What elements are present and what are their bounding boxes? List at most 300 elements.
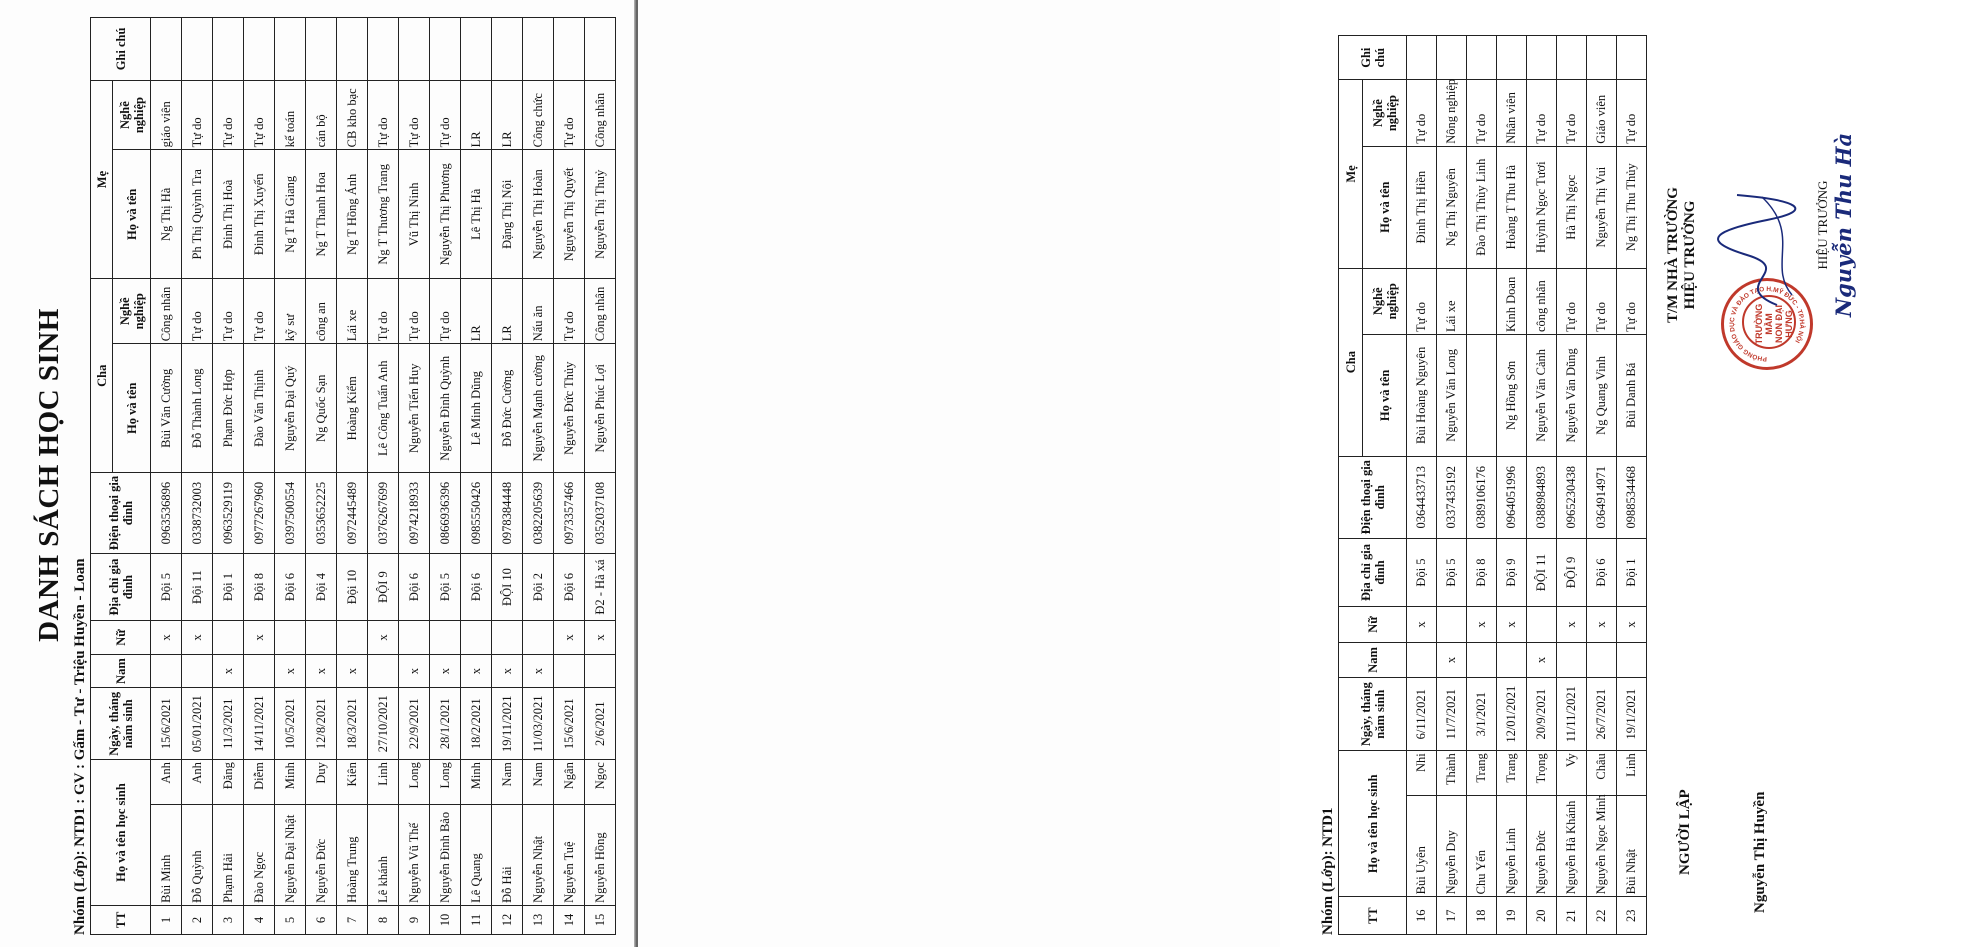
table-row: [1437, 36, 1467, 935]
cell-father: Nguyễn Văn Cảnh: [1527, 335, 1557, 457]
cell-note: [554, 18, 585, 81]
seal-center-text: TRƯỜNG MẦM NON ĐẠI HƯNG: [1754, 303, 1794, 345]
cell-given: Nhi: [1407, 751, 1437, 795]
cell-male: x: [337, 654, 368, 688]
cell-tt: 18: [1467, 897, 1497, 935]
cell-tt: 12: [492, 905, 523, 934]
cell-mother: Đào Thị Thùy Linh: [1467, 146, 1497, 268]
cell-fjob: Tự do: [1407, 268, 1437, 334]
cell-addr: Đội 9: [1497, 538, 1527, 607]
cell-mother: Đinh Thị Xuyến: [244, 150, 275, 279]
cell-mjob: Tự do: [182, 80, 213, 150]
cell-given: Anh: [182, 760, 213, 805]
cell-mjob: Tự do: [1407, 80, 1437, 146]
cell-father: Phạm Đức Hợp: [213, 344, 244, 473]
cell-fjob: LR: [492, 279, 523, 344]
header-address: Địa chỉ gia đình: [91, 553, 151, 620]
cell-tt: 5: [275, 905, 306, 934]
cell-addr: Đội 11: [182, 553, 213, 620]
table-row: [1587, 36, 1617, 935]
cell-mother: Ng Thị Hà: [151, 150, 182, 279]
cell-mother: Nguyễn Thị Vui: [1587, 146, 1617, 268]
cell-tt: 17: [1437, 897, 1467, 935]
cell-phone: 0974218933: [399, 473, 430, 554]
cell-mjob: Tự do: [368, 80, 399, 150]
cell-note: [523, 18, 554, 81]
cell-father: Nguyễn Đình Quỳnh: [430, 344, 461, 473]
cell-fjob: Tự do: [368, 279, 399, 344]
cell-father: Nguyễn Tiến Huy: [399, 344, 430, 473]
header-male-2: Nam: [1339, 642, 1407, 677]
table-row: [399, 18, 430, 935]
table-row: [1557, 36, 1587, 935]
document-title: DANH SÁCH HỌC SINH: [33, 308, 65, 642]
cell-father: Lê Minh Dũng: [461, 344, 492, 473]
header-tt-2: TT: [1339, 897, 1407, 935]
cell-fjob: Kinh Doan: [1497, 268, 1527, 334]
cell-mother: Ng T Hồng Ánh: [337, 150, 368, 279]
cell-tt: 4: [244, 905, 275, 934]
cell-name: Chu Yến: [1467, 795, 1497, 897]
cell-mother: Nguyễn Thị Phương: [430, 150, 461, 279]
cell-fjob: [1467, 268, 1497, 334]
signer-title: HIỆU TRƯỞNG: [1815, 180, 1830, 270]
student-table-page2: [1338, 35, 1647, 935]
cell-given: Linh: [1617, 751, 1647, 795]
cell-note: [1407, 36, 1437, 80]
cell-dob: 05/01/2021: [182, 688, 213, 760]
cell-dob: 26/7/2021: [1587, 678, 1617, 751]
cell-dob: 19/11/2021: [492, 688, 523, 760]
cell-phone: 0985550426: [461, 473, 492, 554]
cell-note: [1437, 36, 1467, 80]
cell-fjob: Lái xe: [1437, 268, 1467, 334]
cell-female: x: [244, 621, 275, 655]
cell-female: x: [554, 621, 585, 655]
preparer-block: [1677, 789, 1769, 913]
cell-dob: 10/5/2021: [275, 688, 306, 760]
cell-addr: Đội 5: [1407, 538, 1437, 607]
cell-father: Nguyễn Văn Dũng: [1557, 335, 1587, 457]
cell-mjob: Công nhân: [585, 80, 616, 150]
cell-male: [182, 654, 213, 688]
header-mother-job-2: Nghề nghiệp: [1363, 80, 1407, 146]
seal-ring-text: PHÒNG GIÁO DỤC VÀ ĐÀO TẠO H.MỸ ĐỨC - TP.HÀ NỘI: [1728, 285, 1806, 363]
header-note: Ghi chú: [91, 18, 151, 81]
cell-note: [337, 18, 368, 81]
cell-father: Đỗ Thành Long: [182, 344, 213, 473]
cell-mjob: LR: [492, 80, 523, 150]
cell-given: Trang: [1497, 751, 1527, 795]
table-row: [275, 18, 306, 935]
cell-given: Anh: [151, 760, 182, 805]
cell-father: Nguyễn Đại Quý: [275, 344, 306, 473]
cell-father: Đỗ Đức Cường: [492, 344, 523, 473]
cell-mother: Ng T Thanh Hoa: [306, 150, 337, 279]
cell-female: x: [1497, 607, 1527, 642]
cell-male: x: [1527, 642, 1557, 677]
cell-name: Bùi Nhật: [1617, 795, 1647, 897]
cell-phone: 0977267960: [244, 473, 275, 554]
cell-dob: 12/01/2021: [1497, 678, 1527, 751]
cell-father: Bùi Danh Bá: [1617, 335, 1647, 457]
cell-female: [461, 621, 492, 655]
header-dob: Ngày, tháng năm sinh: [91, 688, 151, 760]
header-father-job: Nghề nghiệp: [113, 279, 151, 344]
cell-note: [585, 18, 616, 81]
cell-name: Nguyễn Tuệ: [554, 804, 585, 905]
cell-phone: 0337435192: [1437, 456, 1467, 538]
cell-addr: Đội 6: [554, 553, 585, 620]
cell-mjob: giáo viên: [151, 80, 182, 150]
cell-father: Nguyễn Phúc Lợi: [585, 344, 616, 473]
cell-tt: 15: [585, 905, 616, 934]
cell-phone: 0866936396: [430, 473, 461, 554]
cell-given: Linh: [368, 760, 399, 805]
cell-female: [213, 621, 244, 655]
table-row: [337, 18, 368, 935]
page-left: [0, 0, 636, 947]
cell-fjob: Tự do: [1587, 268, 1617, 334]
cell-mjob: Tự do: [399, 80, 430, 150]
cell-given: Trọng: [1527, 751, 1557, 795]
cell-addr: Đ2 - Hà xá: [585, 553, 616, 620]
header-father-name-2: Họ và tên: [1363, 335, 1407, 457]
cell-dob: 18/3/2021: [337, 688, 368, 760]
table-row: [1467, 36, 1497, 935]
cell-name: Nguyễn Duy: [1437, 795, 1467, 897]
cell-male: [1587, 642, 1617, 677]
cell-name: Nguyễn Đức: [306, 804, 337, 905]
cell-phone: 0964051996: [1497, 456, 1527, 538]
cell-name: Nguyễn Vũ Thế: [399, 804, 430, 905]
cell-addr: Đội 6: [275, 553, 306, 620]
cell-father: Lê Công Tuấn Anh: [368, 344, 399, 473]
cell-name: Bùi Minh: [151, 804, 182, 905]
cell-given: Long: [399, 760, 430, 805]
cell-mother: Ng T Thương Trang: [368, 150, 399, 279]
cell-mjob: Tự do: [430, 80, 461, 150]
table-row: [585, 18, 616, 935]
cell-given: Trang: [1467, 751, 1497, 795]
cell-given: Ngọc: [585, 760, 616, 805]
header-female-2: Nữ: [1339, 607, 1407, 642]
cell-phone: 0338732003: [182, 473, 213, 554]
cell-tt: 8: [368, 905, 399, 934]
cell-addr: Đội 4: [306, 553, 337, 620]
cell-male: x: [213, 654, 244, 688]
cell-mjob: Giáo viên: [1587, 80, 1617, 146]
cell-female: [1437, 607, 1467, 642]
cell-mjob: Tự do: [1557, 80, 1587, 146]
cell-fjob: Công nhân: [585, 279, 616, 344]
cell-father: Đào Văn Thịnh: [244, 344, 275, 473]
cell-given: Diễm: [244, 760, 275, 805]
cell-female: x: [1617, 607, 1647, 642]
cell-tt: 3: [213, 905, 244, 934]
signature-area: [1647, 20, 1977, 935]
cell-note: [430, 18, 461, 81]
cell-male: x: [399, 654, 430, 688]
cell-male: x: [461, 654, 492, 688]
cell-fjob: Tự do: [182, 279, 213, 344]
table-row: [430, 18, 461, 935]
table-row: [1497, 36, 1527, 935]
cell-name: Nguyễn Hồng: [585, 804, 616, 905]
cell-fjob: Nấu ăn: [523, 279, 554, 344]
cell-tt: 10: [430, 905, 461, 934]
table-row: [554, 18, 585, 935]
cell-tt: 22: [1587, 897, 1617, 935]
header-mother-name: Họ và tên: [113, 150, 151, 279]
cell-name: Nguyễn Linh: [1497, 795, 1527, 897]
cell-addr: Đội 1: [1617, 538, 1647, 607]
cell-fjob: Công nhân: [151, 279, 182, 344]
cell-mjob: Tự do: [1527, 80, 1557, 146]
header-dob-2: Ngày, tháng năm sinh: [1339, 678, 1407, 751]
cell-given: Kiên: [337, 760, 368, 805]
cell-mjob: Tự do: [244, 80, 275, 150]
cell-mother: Ph Thị Quỳnh Tra: [182, 150, 213, 279]
cell-male: x: [1437, 642, 1467, 677]
cell-name: Lê khánh: [368, 804, 399, 905]
cell-addr: ĐỘI 9: [1557, 538, 1587, 607]
header-mother-job: Nghề nghiệp: [113, 80, 151, 150]
table-row: [523, 18, 554, 935]
cell-female: [306, 621, 337, 655]
cell-tt: 6: [306, 905, 337, 934]
cell-female: x: [1407, 607, 1437, 642]
cell-addr: Đội 5: [1437, 538, 1467, 607]
cell-female: [399, 621, 430, 655]
cell-name: Đỗ Quỳnh: [182, 804, 213, 905]
cell-fjob: Tự do: [554, 279, 585, 344]
cell-dob: 15/6/2021: [554, 688, 585, 760]
cell-female: [492, 621, 523, 655]
cell-fjob: công an: [306, 279, 337, 344]
cell-male: [554, 654, 585, 688]
cell-mother: Đinh Thị Hiền: [1407, 146, 1437, 268]
cell-phone: 0364914971: [1587, 456, 1617, 538]
cell-note: [1527, 36, 1557, 80]
cell-phone: 0397500554: [275, 473, 306, 554]
cell-addr: ĐỘI 9: [368, 553, 399, 620]
cell-addr: Đội 10: [337, 553, 368, 620]
cell-addr: ĐỘI 11: [1527, 538, 1557, 607]
table-row: [306, 18, 337, 935]
cell-tt: 23: [1617, 897, 1647, 935]
cell-female: x: [151, 621, 182, 655]
cell-fjob: Tự do: [244, 279, 275, 344]
cell-male: [585, 654, 616, 688]
cell-mjob: cán bộ: [306, 80, 337, 150]
preparer-title: NGƯỜI LẬP: [1677, 789, 1693, 875]
header-phone: Điện thoại gia đình: [91, 473, 151, 554]
cell-name: Nguyễn Đại Nhật: [275, 804, 306, 905]
cell-phone: 0963536896: [151, 473, 182, 554]
cell-male: x: [430, 654, 461, 688]
cell-female: [430, 621, 461, 655]
cell-addr: Đội 8: [1467, 538, 1497, 607]
cell-mother: Ng T Hà Giang: [275, 150, 306, 279]
cell-tt: 1: [151, 905, 182, 934]
cell-father: Hoàng Kiểm: [337, 344, 368, 473]
cell-addr: Đội 8: [244, 553, 275, 620]
cell-mother: Đinh Thị Hoà: [213, 150, 244, 279]
cell-given: Long: [430, 760, 461, 805]
cell-fjob: Lái xe: [337, 279, 368, 344]
student-rows-page2: [1407, 36, 1647, 935]
cell-tt: 13: [523, 905, 554, 934]
group-label-2: Nhóm (Lớp): NTD1: [1320, 807, 1336, 935]
cell-addr: Đội 6: [399, 553, 430, 620]
cell-dob: 27/10/2021: [368, 688, 399, 760]
cell-male: [1497, 642, 1527, 677]
cell-phone: 0352037108: [585, 473, 616, 554]
cell-mjob: Tự do: [1467, 80, 1497, 146]
cell-note: [1467, 36, 1497, 80]
header-tt: TT: [91, 905, 151, 934]
cell-female: x: [1557, 607, 1587, 642]
cell-mother: Nguyễn Thị Hoàn: [523, 150, 554, 279]
cell-name: Bùi Uyên: [1407, 795, 1437, 897]
org-line-2: HIỆU TRƯỞNG: [1682, 200, 1698, 310]
page-left-content: [32, 15, 607, 935]
header-mother: Mẹ: [91, 80, 113, 278]
cell-male: [1407, 642, 1437, 677]
cell-name: Lê Quang: [461, 804, 492, 905]
cell-dob: 3/1/2021: [1467, 678, 1497, 751]
cell-father: Ng Hồng Sơn: [1497, 335, 1527, 457]
cell-note: [1497, 36, 1527, 80]
group-label: Nhóm (Lớp): NTD1 : GV : Gấm - Tư - Triệu Huyền - Loan: [72, 558, 88, 935]
cell-father: Bùi Văn Cường: [151, 344, 182, 473]
cell-female: x: [1467, 607, 1497, 642]
page-right-content: [1318, 20, 1908, 935]
table-row: [213, 18, 244, 935]
cell-male: [1617, 642, 1647, 677]
cell-given: Nam: [523, 760, 554, 805]
cell-note: [244, 18, 275, 81]
header-father: Cha: [91, 279, 113, 473]
cell-female: x: [1587, 607, 1617, 642]
signature-scrawl-icon: [1707, 185, 1817, 315]
cell-given: Ngân: [554, 760, 585, 805]
cell-mother: Hoàng T Thu Hà: [1497, 146, 1527, 268]
cell-female: x: [368, 621, 399, 655]
cell-fjob: Tự do: [1617, 268, 1647, 334]
cell-mother: Ng Thị Thu Thủy: [1617, 146, 1647, 268]
cell-father: Bùi Hoàng Nguyên: [1407, 335, 1437, 457]
cell-dob: 18/2/2021: [461, 688, 492, 760]
cell-fjob: Tự do: [213, 279, 244, 344]
cell-given: Châu: [1587, 751, 1617, 795]
cell-phone: 0978384448: [492, 473, 523, 554]
table-row: [368, 18, 399, 935]
cell-note: [306, 18, 337, 81]
cell-tt: 19: [1497, 897, 1527, 935]
cell-male: x: [275, 654, 306, 688]
cell-mother: Lê Thị Hà: [461, 150, 492, 279]
cell-fjob: Tự do: [430, 279, 461, 344]
cell-mother: Nguyễn Thị Thuỷ: [585, 150, 616, 279]
cell-male: x: [492, 654, 523, 688]
cell-name: Nguyễn Hà Khánh: [1557, 795, 1587, 897]
cell-mjob: Tự do: [213, 80, 244, 150]
cell-tt: 16: [1407, 897, 1437, 935]
cell-mjob: LR: [461, 80, 492, 150]
cell-phone: 0389106176: [1467, 456, 1497, 538]
cell-note: [1617, 36, 1647, 80]
cell-dob: 19/1/2021: [1617, 678, 1647, 751]
cell-phone: 0973357466: [554, 473, 585, 554]
cell-father: Ng Quang Vinh: [1587, 335, 1617, 457]
cell-tt: 7: [337, 905, 368, 934]
cell-note: [461, 18, 492, 81]
org-line-1: T/M NHÀ TRƯỜNG: [1665, 187, 1681, 323]
cell-male: [368, 654, 399, 688]
cell-mjob: Tự do: [554, 80, 585, 150]
cell-dob: 15/6/2021: [151, 688, 182, 760]
cell-mjob: Nhân viên: [1497, 80, 1527, 146]
cell-note: [492, 18, 523, 81]
cell-mother: Ng Thị Nguyên: [1437, 146, 1467, 268]
cell-tt: 11: [461, 905, 492, 934]
cell-tt: 20: [1527, 897, 1557, 935]
cell-phone: 0988534468: [1617, 456, 1647, 538]
header-phone-2: Điện thoại gia đình: [1339, 456, 1407, 538]
cell-phone: 0972445489: [337, 473, 368, 554]
header-father-job-2: Nghề nghiệp: [1363, 268, 1407, 334]
cell-name: Phạm Hải: [213, 804, 244, 905]
cell-given: Đăng: [213, 760, 244, 805]
header-male: Nam: [91, 654, 151, 688]
cell-phone: 0353652225: [306, 473, 337, 554]
cell-addr: Đội 2: [523, 553, 554, 620]
header-name: Họ và tên học sinh: [91, 760, 151, 906]
header-address-2: Địa chỉ gia đình: [1339, 538, 1407, 607]
table-row: [1617, 36, 1647, 935]
cell-tt: 14: [554, 905, 585, 934]
cell-female: [337, 621, 368, 655]
header-father-name: Họ và tên: [113, 344, 151, 473]
table-row: [461, 18, 492, 935]
cell-mjob: CB kho bạc: [337, 80, 368, 150]
cell-fjob: công nhân: [1527, 268, 1557, 334]
cell-dob: 11/3/2021: [213, 688, 244, 760]
cell-mjob: Tự do: [1617, 80, 1647, 146]
cell-father: Nguyễn Đức Thủy: [554, 344, 585, 473]
cell-note: [275, 18, 306, 81]
cell-mjob: Công chức: [523, 80, 554, 150]
cell-addr: Đội 5: [430, 553, 461, 620]
page-right: [638, 0, 1856, 947]
cell-tt: 9: [399, 905, 430, 934]
cell-mother: Hà Thị Ngọc: [1557, 146, 1587, 268]
table-row: [1407, 36, 1437, 935]
cell-female: [275, 621, 306, 655]
preparer-name: Nguyễn Thị Huyền: [1752, 791, 1768, 913]
principal-block: [1665, 115, 1699, 395]
cell-given: Duy: [306, 760, 337, 805]
cell-dob: 22/9/2021: [399, 688, 430, 760]
cell-phone: 0364433713: [1407, 456, 1437, 538]
cell-fjob: Tự do: [1557, 268, 1587, 334]
cell-dob: 11/03/2021: [523, 688, 554, 760]
cell-mother: Nguyễn Thị Quyết: [554, 150, 585, 279]
cell-note: [182, 18, 213, 81]
cell-male: x: [306, 654, 337, 688]
